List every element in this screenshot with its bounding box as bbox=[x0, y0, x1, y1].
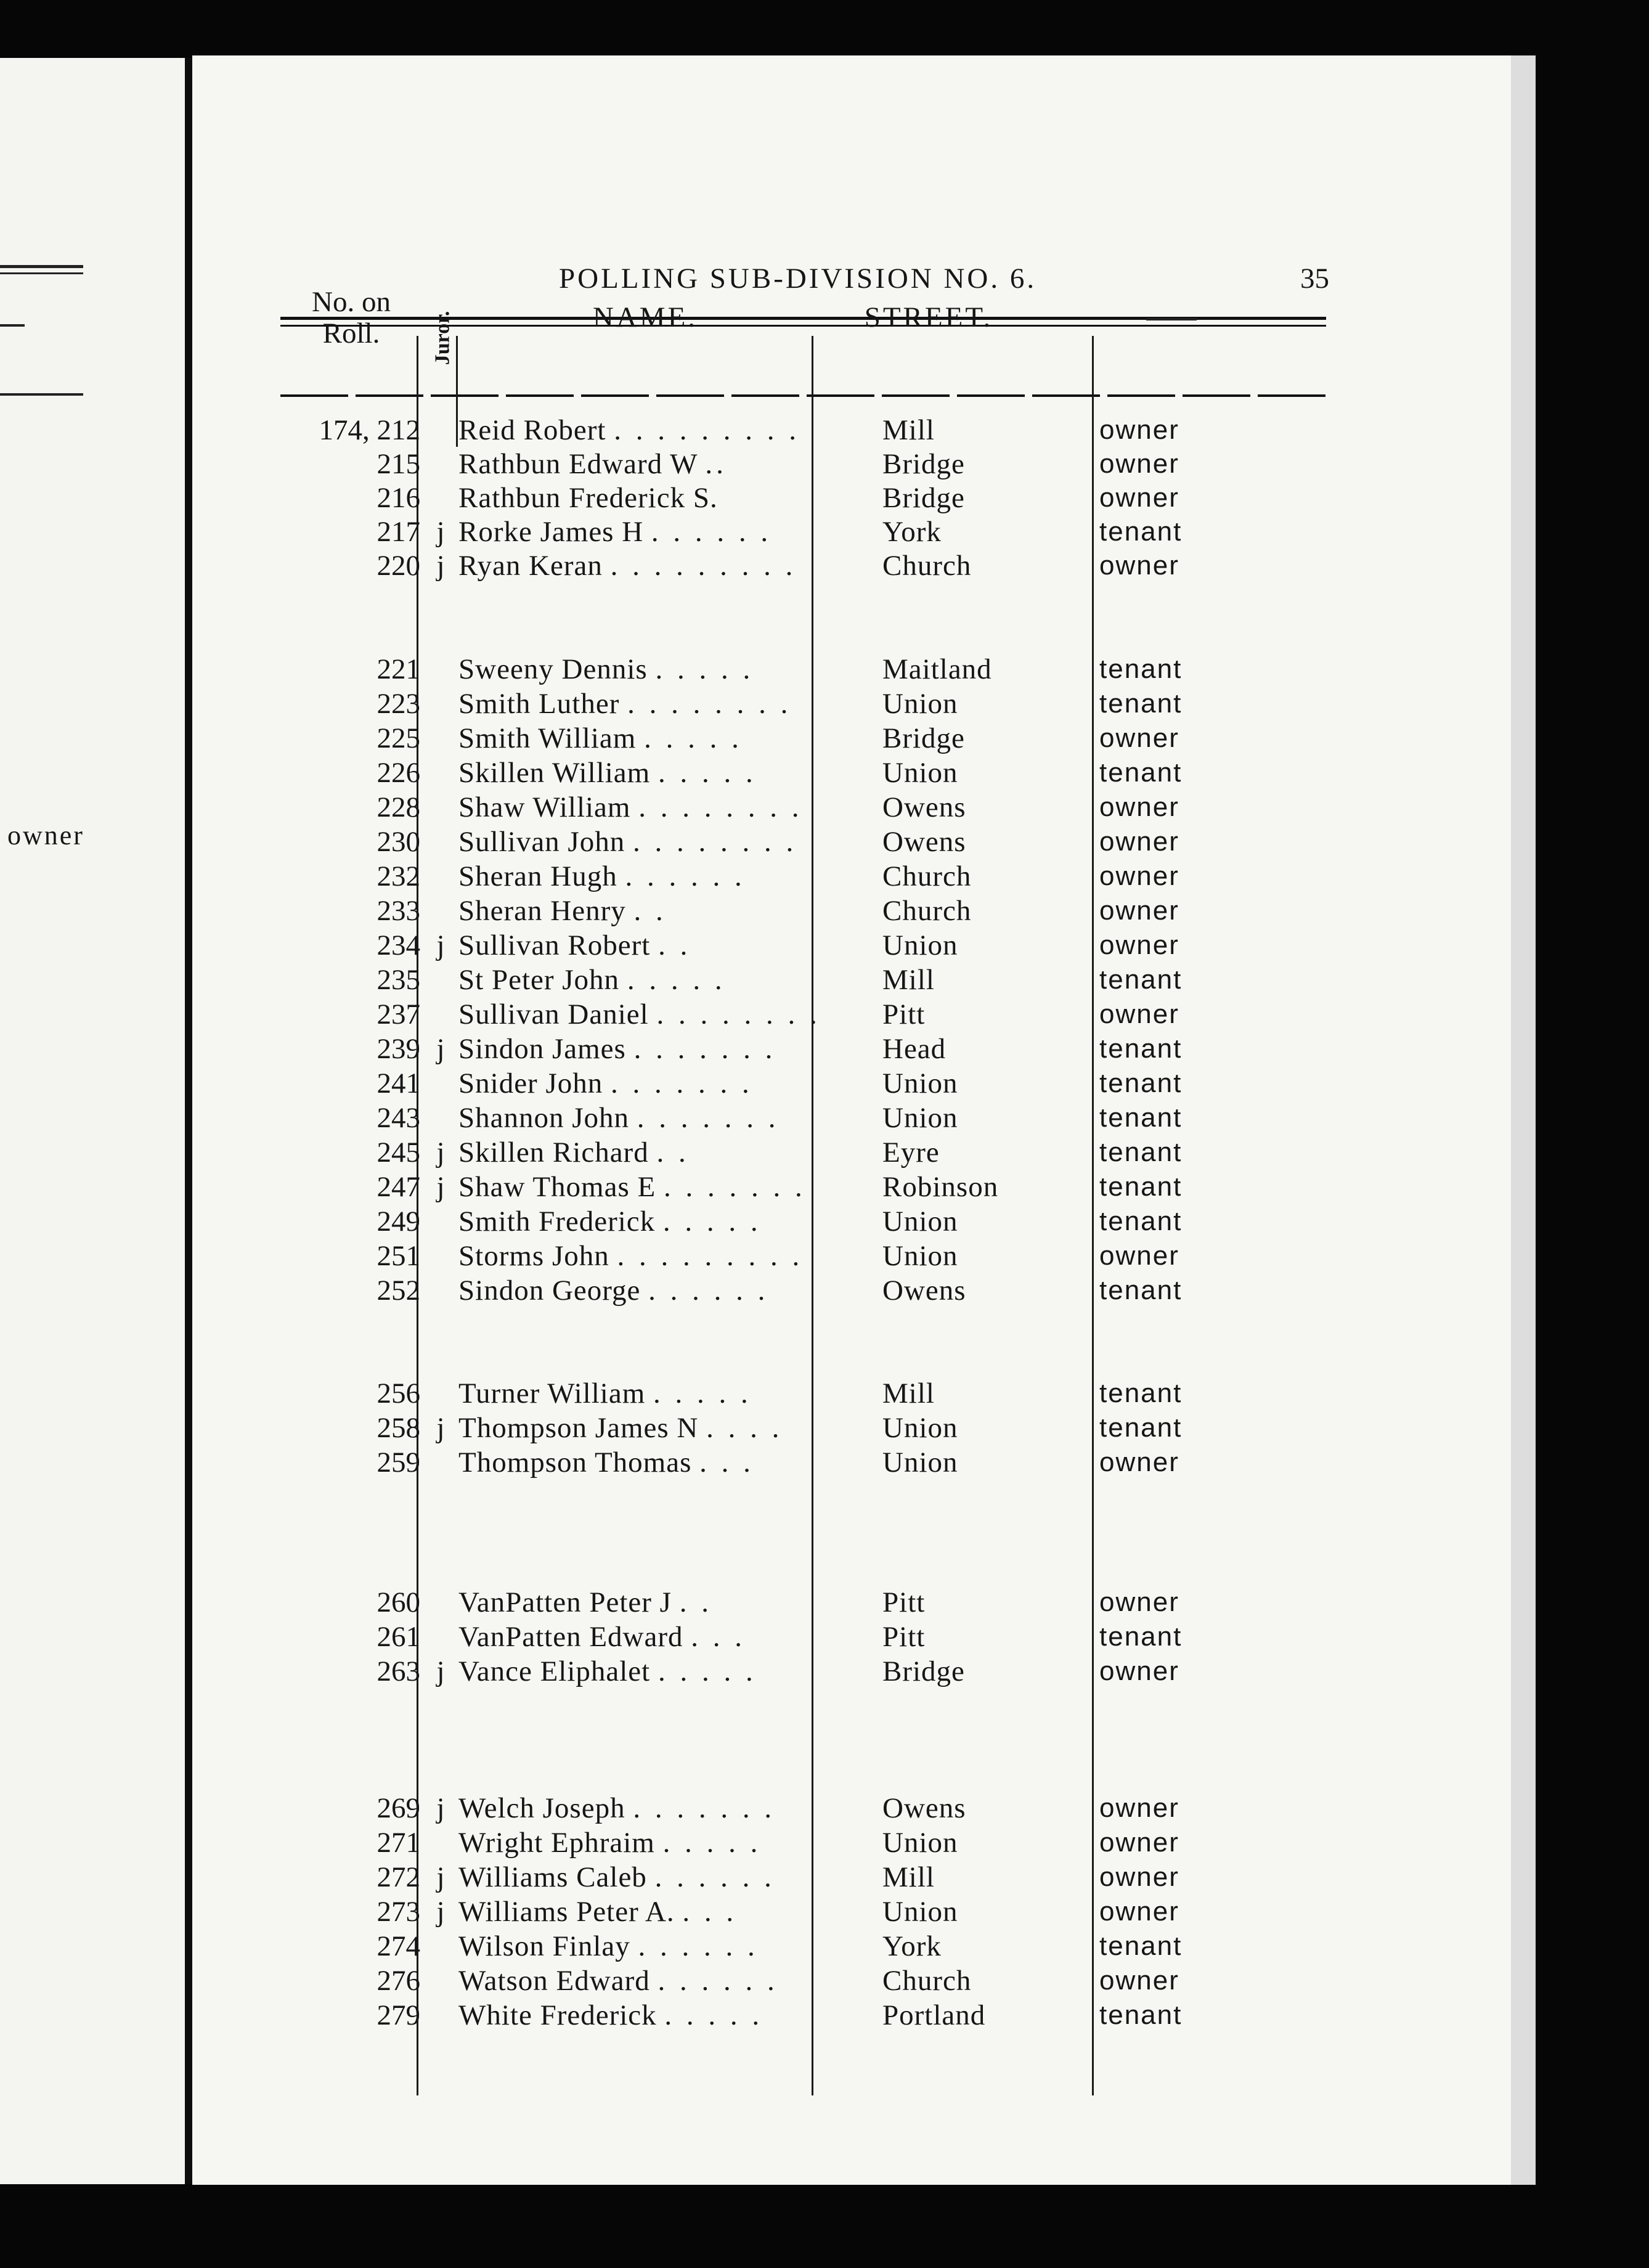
elector-name-text: Williams Caleb bbox=[458, 1861, 647, 1893]
tenure: owner bbox=[1099, 723, 1179, 753]
elector-name bbox=[458, 413, 800, 447]
leader-dots: . . . bbox=[699, 1446, 754, 1479]
elector-name-text: Sindon George bbox=[458, 1275, 641, 1307]
column-header-tenure-dash bbox=[1146, 318, 1197, 320]
elector-name bbox=[458, 1964, 785, 1998]
street: Mill bbox=[882, 414, 935, 446]
elector-name bbox=[458, 894, 785, 928]
tenure: tenant bbox=[1099, 688, 1183, 719]
roll-number: 252 bbox=[377, 1275, 420, 1307]
juror-mark: j bbox=[436, 929, 445, 961]
tenure: owner bbox=[1099, 1827, 1179, 1858]
leader-dots: . . . . . . . bbox=[633, 1792, 776, 1824]
tenure: owner bbox=[1099, 1241, 1179, 1271]
tenure: tenant bbox=[1099, 1206, 1183, 1236]
elector-name bbox=[458, 1239, 804, 1273]
table-row bbox=[192, 1585, 1536, 1620]
elector-name bbox=[458, 1825, 785, 1860]
table-row bbox=[192, 1376, 1536, 1411]
roll-number: 251 bbox=[377, 1240, 420, 1272]
elector-name bbox=[458, 515, 785, 549]
roll-number: 230 bbox=[377, 826, 420, 858]
tenure: owner bbox=[1099, 861, 1179, 891]
juror-mark: j bbox=[436, 516, 445, 548]
elector-name bbox=[458, 1654, 785, 1689]
street: Union bbox=[882, 1412, 958, 1444]
facing-page-rule bbox=[0, 393, 83, 396]
table-row bbox=[192, 549, 1536, 583]
elector-name bbox=[458, 756, 785, 790]
tenure: owner bbox=[1099, 483, 1179, 513]
elector-name bbox=[458, 652, 785, 687]
roll-number: 217 bbox=[377, 516, 420, 548]
leader-dots: . . . . . bbox=[644, 722, 743, 754]
roll-number: 271 bbox=[377, 1827, 420, 1859]
leader-dots: . . . . . bbox=[655, 653, 754, 685]
street: Church bbox=[882, 860, 972, 892]
elector-name-text: Skillen Richard bbox=[458, 1136, 649, 1169]
elector-name-text: Snider John bbox=[458, 1067, 603, 1099]
facing-page-rule bbox=[0, 272, 83, 274]
tenure: owner bbox=[1099, 930, 1179, 960]
juror-mark: j bbox=[436, 1861, 445, 1893]
table-row bbox=[192, 825, 1536, 859]
juror-mark: j bbox=[436, 1655, 445, 1687]
elector-name bbox=[458, 1445, 785, 1480]
street: Union bbox=[882, 757, 958, 789]
juror-mark: j bbox=[436, 1896, 445, 1928]
elector-name-text: Smith Frederick bbox=[458, 1205, 656, 1238]
table-row bbox=[192, 1964, 1536, 1998]
leader-dots: . . . . . . . . . bbox=[617, 1240, 804, 1272]
roll-number: 221 bbox=[377, 653, 420, 685]
table-row bbox=[192, 1929, 1536, 1964]
elector-name-text: Rorke James H bbox=[458, 516, 644, 548]
elector-name-text: White Frederick bbox=[458, 1999, 657, 2031]
roll-number: 269 bbox=[377, 1792, 420, 1824]
tenure: tenant bbox=[1099, 965, 1183, 995]
leader-dots: . . . . . . . bbox=[663, 1171, 806, 1203]
roll-number: 258 bbox=[377, 1412, 420, 1444]
leader-dots: .. bbox=[705, 448, 727, 480]
street: Union bbox=[882, 688, 958, 720]
tenure: tenant bbox=[1099, 1068, 1183, 1098]
street: Church bbox=[882, 1965, 972, 1997]
roll-number: 260 bbox=[377, 1586, 420, 1618]
elector-name bbox=[458, 1411, 785, 1445]
table-row bbox=[192, 481, 1536, 515]
leader-dots: . . . . . . bbox=[648, 1275, 769, 1307]
leader-dots: . . . . . . . . bbox=[632, 826, 797, 858]
leader-dots: . . . . . bbox=[658, 1655, 757, 1687]
leader-dots: . . . . . . . . . bbox=[610, 550, 797, 582]
elector-name-text: Watson Edward bbox=[458, 1965, 650, 1997]
table-row bbox=[192, 1895, 1536, 1929]
facing-page bbox=[0, 58, 185, 2184]
table-row bbox=[192, 1170, 1536, 1204]
street: Union bbox=[882, 1067, 958, 1099]
tenure: owner bbox=[1099, 1896, 1179, 1927]
elector-name bbox=[458, 1376, 785, 1411]
roll-number: 256 bbox=[377, 1377, 420, 1409]
leader-dots: . . . . . . . bbox=[611, 1067, 753, 1099]
elector-name bbox=[458, 1585, 785, 1620]
leader-dots: . . . . . . . . bbox=[656, 998, 821, 1030]
elector-name-text: Rathbun Edward W bbox=[458, 448, 698, 480]
tenure: owner bbox=[1099, 1587, 1179, 1617]
street: Owens bbox=[882, 826, 966, 858]
register-page bbox=[192, 55, 1536, 2185]
table-row bbox=[192, 790, 1536, 825]
leader-dots: . . . . . . . . bbox=[638, 791, 803, 823]
roll-number: 223 bbox=[377, 688, 420, 720]
elector-name bbox=[458, 447, 785, 481]
street: Union bbox=[882, 1102, 958, 1134]
elector-name bbox=[458, 1860, 785, 1895]
tenure: tenant bbox=[1099, 1931, 1183, 1961]
elector-name bbox=[458, 963, 785, 997]
table-row bbox=[192, 1791, 1536, 1825]
roll-number: 272 bbox=[377, 1861, 420, 1893]
table-row bbox=[192, 756, 1536, 790]
table-row bbox=[192, 515, 1536, 549]
roll-number: 247 bbox=[377, 1171, 420, 1203]
tenure: owner bbox=[1099, 895, 1179, 926]
leader-dots: . . . . . . . bbox=[637, 1102, 780, 1134]
leader-dots: . . . . . . . bbox=[633, 1033, 776, 1065]
elector-name-text: Ryan Keran bbox=[458, 550, 603, 582]
street: Union bbox=[882, 1446, 958, 1479]
elector-name-text: Turner William bbox=[458, 1377, 646, 1409]
elector-name-text: Welch Joseph bbox=[458, 1792, 625, 1824]
table-row bbox=[192, 997, 1536, 1032]
street: Maitland bbox=[882, 653, 992, 685]
street: Union bbox=[882, 1205, 958, 1238]
table-row bbox=[192, 928, 1536, 963]
tenure: tenant bbox=[1099, 1275, 1183, 1305]
roll-number: 249 bbox=[377, 1205, 420, 1238]
table-row bbox=[192, 963, 1536, 997]
street: Church bbox=[882, 550, 972, 582]
roll-number: 263 bbox=[377, 1655, 420, 1687]
street: Mill bbox=[882, 1377, 935, 1409]
street: Mill bbox=[882, 1861, 935, 1893]
elector-name-text: Sullivan Robert bbox=[458, 929, 651, 961]
tenure: tenant bbox=[1099, 1172, 1183, 1202]
street: Eyre bbox=[882, 1136, 940, 1169]
tenure: owner bbox=[1099, 415, 1179, 445]
tenure: tenant bbox=[1099, 1137, 1183, 1167]
tenure: owner bbox=[1099, 1862, 1179, 1892]
table-row bbox=[192, 894, 1536, 928]
column-header-juror: Juror. bbox=[431, 311, 454, 365]
elector-name-text: Thompson James N bbox=[458, 1412, 699, 1444]
table-row bbox=[192, 1204, 1536, 1239]
elector-name-text: Sullivan John bbox=[458, 826, 625, 858]
roll-number: 174, 212 bbox=[319, 414, 420, 446]
elector-name-text: Wright Ephraim bbox=[458, 1827, 655, 1859]
table-row bbox=[192, 721, 1536, 756]
street: York bbox=[882, 516, 942, 548]
elector-name bbox=[458, 687, 792, 721]
table-row bbox=[192, 1998, 1536, 2033]
column-header-roll bbox=[277, 287, 425, 349]
table-row bbox=[192, 1273, 1536, 1308]
tenure: tenant bbox=[1099, 757, 1183, 788]
column-header-street: STREET. bbox=[864, 301, 993, 333]
roll-number: 220 bbox=[377, 550, 420, 582]
table-row bbox=[192, 1032, 1536, 1066]
street: Union bbox=[882, 1240, 958, 1272]
table-row bbox=[192, 1239, 1536, 1273]
elector-name-text: Skillen William bbox=[458, 757, 651, 789]
tenure: tenant bbox=[1099, 1378, 1183, 1408]
roll-number: 239 bbox=[377, 1033, 420, 1065]
leader-dots: . . . . . bbox=[662, 1205, 762, 1238]
elector-name bbox=[458, 790, 803, 825]
street: Bridge bbox=[882, 1655, 965, 1687]
elector-name bbox=[458, 1929, 785, 1964]
juror-mark: j bbox=[436, 1171, 445, 1203]
elector-name bbox=[458, 721, 785, 756]
street: Union bbox=[882, 1827, 958, 1859]
roll-number: 241 bbox=[377, 1067, 420, 1099]
table-row bbox=[192, 1101, 1536, 1135]
tenure: tenant bbox=[1099, 516, 1183, 547]
table-row bbox=[192, 1135, 1536, 1170]
leader-dots: . . . . . . . . bbox=[627, 688, 792, 720]
table-row bbox=[192, 1860, 1536, 1895]
tenure: owner bbox=[1099, 999, 1179, 1029]
street: York bbox=[882, 1930, 942, 1962]
elector-name bbox=[458, 1620, 785, 1654]
roll-number: 274 bbox=[377, 1930, 420, 1962]
leader-dots: . . bbox=[656, 1136, 690, 1169]
elector-name-text: Rathbun Frederick S. bbox=[458, 482, 718, 514]
leader-dots: . . . . . bbox=[664, 1999, 763, 2031]
tenure: owner bbox=[1099, 1447, 1179, 1477]
street: Robinson bbox=[882, 1171, 999, 1203]
elector-name-text: St Peter John bbox=[458, 964, 620, 996]
tenure: owner bbox=[1099, 1793, 1179, 1823]
street: Church bbox=[882, 895, 972, 927]
table-row bbox=[192, 687, 1536, 721]
elector-name-text: Sheran Hugh bbox=[458, 860, 617, 892]
roll-number: 279 bbox=[377, 1999, 420, 2031]
tenure: tenant bbox=[1099, 1413, 1183, 1443]
running-head: POLLING SUB-DIVISION NO. 6. bbox=[559, 263, 1037, 295]
street: Bridge bbox=[882, 448, 965, 480]
roll-number: 273 bbox=[377, 1896, 420, 1928]
elector-name-text: VanPatten Peter J bbox=[458, 1586, 672, 1618]
leader-dots: . . . . . . . . . bbox=[614, 414, 800, 446]
facing-page-rule bbox=[0, 324, 25, 327]
roll-number: 225 bbox=[377, 722, 420, 754]
tenure: owner bbox=[1099, 1656, 1179, 1686]
leader-dots: . . . . . . bbox=[654, 1861, 775, 1893]
elector-name bbox=[458, 1791, 785, 1825]
elector-name-text: Storms John bbox=[458, 1240, 609, 1272]
table-row bbox=[192, 859, 1536, 894]
juror-mark: j bbox=[436, 1033, 445, 1065]
roll-number: 228 bbox=[377, 791, 420, 823]
tenure: owner bbox=[1099, 550, 1179, 581]
juror-mark: j bbox=[436, 1792, 445, 1824]
elector-name bbox=[458, 1135, 785, 1170]
leader-dots: . . . . . . bbox=[651, 516, 772, 548]
table-row bbox=[192, 1445, 1536, 1480]
street: Pitt bbox=[882, 1621, 926, 1653]
table-row bbox=[192, 652, 1536, 687]
tenure: tenant bbox=[1099, 2000, 1183, 2030]
leader-dots: . . . bbox=[691, 1621, 746, 1653]
column-header-roll-line2: Roll. bbox=[322, 317, 380, 349]
tenure: owner bbox=[1099, 826, 1179, 857]
elector-name bbox=[458, 997, 821, 1032]
elector-name-text: VanPatten Edward bbox=[458, 1621, 683, 1653]
elector-name bbox=[458, 859, 785, 894]
street: Pitt bbox=[882, 1586, 926, 1618]
roll-number: 216 bbox=[377, 482, 420, 514]
roll-number: 226 bbox=[377, 757, 420, 789]
leader-dots: . . . . . . bbox=[638, 1930, 759, 1962]
tenure: tenant bbox=[1099, 1621, 1183, 1652]
roll-number: 243 bbox=[377, 1102, 420, 1134]
table-row bbox=[192, 1066, 1536, 1101]
elector-name-text: Shannon John bbox=[458, 1102, 630, 1134]
table-row bbox=[192, 1620, 1536, 1654]
street: Owens bbox=[882, 1792, 966, 1824]
elector-name-text: Sullivan Daniel bbox=[458, 998, 649, 1030]
table-row bbox=[192, 413, 1536, 447]
street: Bridge bbox=[882, 482, 965, 514]
tenure: tenant bbox=[1099, 1034, 1183, 1064]
elector-name-text: Sweeny Dennis bbox=[458, 653, 648, 685]
tenure: tenant bbox=[1099, 654, 1183, 684]
street: Mill bbox=[882, 964, 935, 996]
elector-name-text: Wilson Finlay bbox=[458, 1930, 630, 1962]
page-number: 35 bbox=[1300, 263, 1329, 295]
column-header-roll-line1: No. on bbox=[312, 286, 391, 318]
header-dashed-rule bbox=[280, 394, 1326, 397]
roll-number: 235 bbox=[377, 964, 420, 996]
leader-dots: . . . . . bbox=[653, 1377, 752, 1409]
tenure: owner bbox=[1099, 1965, 1179, 1996]
roll-number: 233 bbox=[377, 895, 420, 927]
elector-name-text: Sindon James bbox=[458, 1033, 626, 1065]
elector-name bbox=[458, 1066, 785, 1101]
leader-dots: . . . . . . bbox=[658, 1965, 778, 1997]
leader-dots: . . bbox=[658, 929, 691, 961]
elector-name-text: Sheran Henry bbox=[458, 895, 626, 927]
leader-dots: . . . . . bbox=[658, 757, 757, 789]
street: Union bbox=[882, 1896, 958, 1928]
elector-name bbox=[458, 1273, 785, 1308]
roll-number: 259 bbox=[377, 1446, 420, 1479]
table-row bbox=[192, 1825, 1536, 1860]
tenure: tenant bbox=[1099, 1103, 1183, 1133]
elector-name bbox=[458, 928, 785, 963]
elector-name-text: Vance Eliphalet bbox=[458, 1655, 651, 1687]
elector-name bbox=[458, 1204, 785, 1239]
roll-number: 234 bbox=[377, 929, 420, 961]
leader-dots: . . . . . . bbox=[625, 860, 746, 892]
leader-dots: . . . . . bbox=[662, 1827, 762, 1859]
elector-name bbox=[458, 1170, 806, 1204]
facing-page-rule bbox=[0, 265, 83, 268]
table-row bbox=[192, 1411, 1536, 1445]
roll-number: 215 bbox=[377, 448, 420, 480]
column-header-name: NAME. bbox=[592, 301, 698, 333]
elector-name-text: Shaw William bbox=[458, 791, 631, 823]
juror-mark: j bbox=[436, 1136, 445, 1169]
elector-name-text: Smith Luther bbox=[458, 688, 620, 720]
leader-dots: . . bbox=[633, 895, 667, 927]
roll-number: 261 bbox=[377, 1621, 420, 1653]
juror-mark: j bbox=[436, 1412, 445, 1444]
elector-name bbox=[458, 1998, 785, 2033]
book-gutter bbox=[185, 58, 192, 2184]
elector-name bbox=[458, 549, 797, 583]
table-row bbox=[192, 447, 1536, 481]
elector-name-text: Thompson Thomas bbox=[458, 1446, 692, 1479]
elector-name-text: Williams Peter A. bbox=[458, 1896, 675, 1928]
roll-number: 237 bbox=[377, 998, 420, 1030]
street: Union bbox=[882, 929, 958, 961]
elector-name bbox=[458, 1101, 785, 1135]
elector-name-text: Smith William bbox=[458, 722, 637, 754]
leader-dots: . . bbox=[679, 1586, 712, 1618]
street: Bridge bbox=[882, 722, 965, 754]
street: Head bbox=[882, 1033, 947, 1065]
tenure: owner bbox=[1099, 792, 1179, 822]
street: Portland bbox=[882, 1999, 986, 2031]
roll-number: 232 bbox=[377, 860, 420, 892]
leader-dots: . . . . bbox=[706, 1412, 783, 1444]
leader-dots: . . . . . bbox=[627, 964, 726, 996]
tenure: owner bbox=[1099, 449, 1179, 479]
elector-name bbox=[458, 825, 797, 859]
elector-name bbox=[458, 481, 785, 515]
street: Pitt bbox=[882, 998, 926, 1030]
roll-number: 276 bbox=[377, 1965, 420, 1997]
street: Owens bbox=[882, 791, 966, 823]
roll-number: 245 bbox=[377, 1136, 420, 1169]
table-row bbox=[192, 1654, 1536, 1689]
elector-name bbox=[458, 1895, 785, 1929]
street: Owens bbox=[882, 1275, 966, 1307]
juror-mark: j bbox=[436, 550, 445, 582]
facing-page-tenure-fragment: owner bbox=[7, 820, 84, 851]
leader-dots: . . . bbox=[682, 1896, 738, 1928]
elector-name-text: Reid Robert bbox=[458, 414, 606, 446]
elector-name bbox=[458, 1032, 785, 1066]
elector-name-text: Shaw Thomas E bbox=[458, 1171, 656, 1203]
